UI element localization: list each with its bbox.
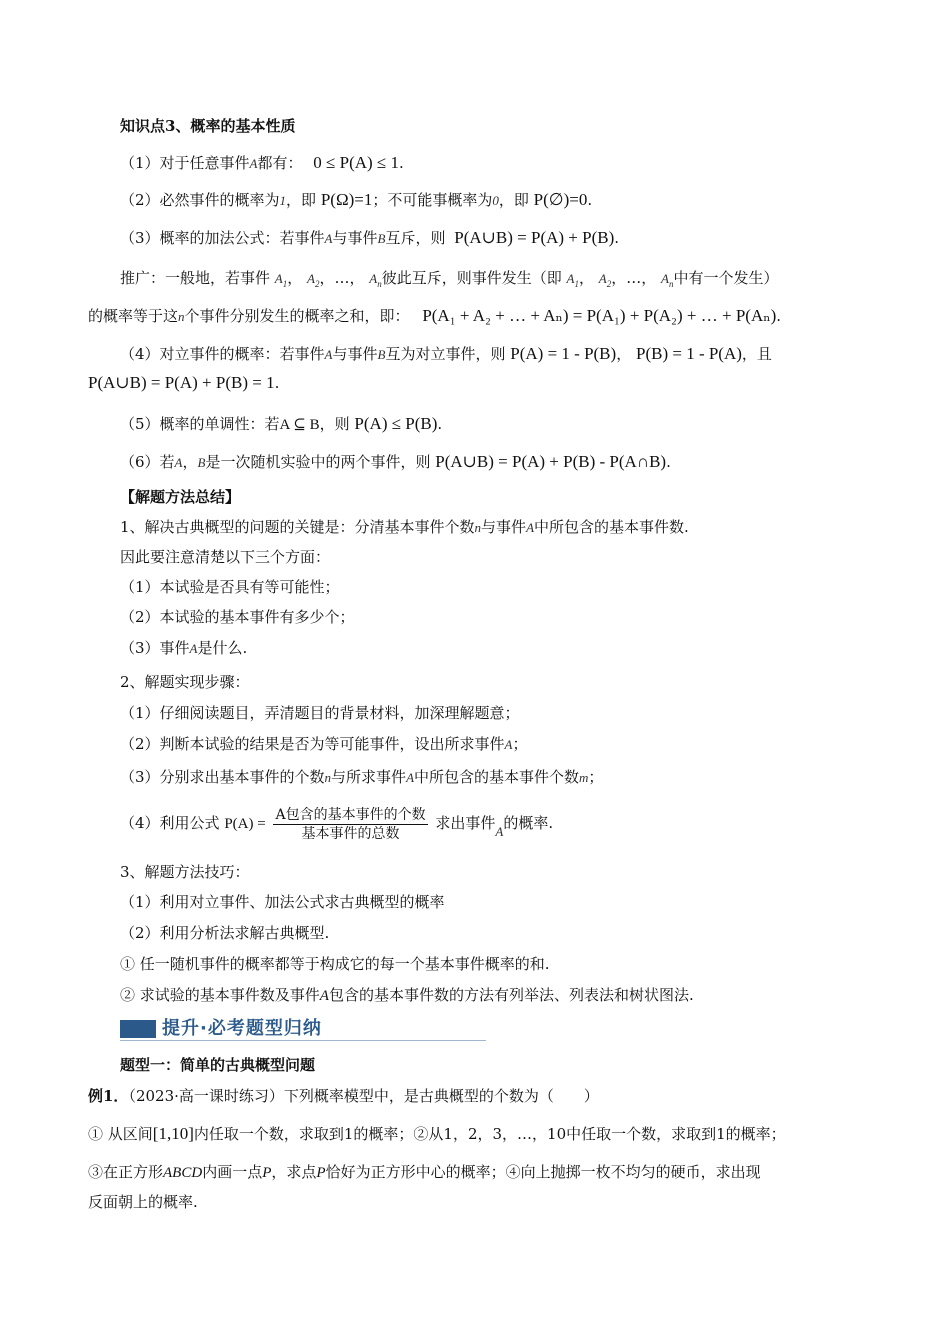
summary-2: 2、解题实现步骤： — [120, 673, 250, 691]
summary-2-item-3: （3）分别求出基本事件的个数n与所求事件A中所包含的基本事件个数m； — [120, 768, 604, 786]
property-6: （6）若A，B是一次随机实验中的两个事件，则 P(A∪B) = P(A) + P(B) - P(A∩B). — [120, 452, 671, 471]
property-1: （1）对于任意事件A都有： 0 ≤ P(A) ≤ 1. — [120, 153, 404, 172]
example-1-header: 例1．（2023·高一课时练习）下列概率模型中，是古典概型的个数为（ ） — [88, 1087, 599, 1105]
summary-2-item-2: （2）判断本试验的结果是否为等可能事件，设出所求事件A； — [120, 735, 528, 753]
summary-3-item-3: ① 任一随机事件的概率都等于构成它的每一个基本事件概率的和. — [120, 955, 550, 973]
section-title: 知识点3、概率的基本性质 — [120, 117, 296, 135]
formula-addition: P(A∪B) = P(A) + P(B) — [454, 228, 615, 247]
summary-3-item-2: （2）利用分析法求解古典概型. — [120, 924, 330, 942]
formula-impossible-event: P(∅)=0 — [533, 190, 588, 209]
summary-2-item-4: （4）利用公式 P(A) = $\frac{\text{A包含的基本事件的个数}}{\text{基本事件的总数}}$ 求出事件A的概率. — [120, 806, 554, 842]
summary-1: 1、解决古典概型的问题的关键是：分清基本事件个数n与事件A中所包含的基本事件数. — [120, 518, 689, 536]
summary-3-item-1: （1）利用对立事件、加法公式求古典概型的概率 — [120, 893, 445, 911]
property-4-line-1: （4）对立事件的概率：若事件A与事件B互为对立事件，则 P(A) = 1 - P(B)， P(B) = 1 - P(A)，且 — [120, 344, 772, 363]
summary-1-item-2: （2）本试验的基本事件有多少个； — [120, 608, 355, 626]
summary-1-item-3: （3）事件A是什么. — [120, 639, 248, 657]
question-type-title: 题型一：简单的古典概型问题 — [120, 1056, 316, 1074]
property-4-line-2: P(A∪B) = P(A) + P(B) = 1. — [88, 373, 280, 392]
formula-complement-union: P(A∪B) = P(A) + P(B) = 1 — [88, 373, 275, 392]
formula-classical-fraction — [273, 806, 427, 843]
example-label: 例1． — [88, 1087, 129, 1105]
summary-3-item-4: ② 求试验的基本事件数及事件A包含的基本事件数的方法有列举法、列表法和树状图法. — [120, 986, 694, 1004]
fraction-denominator: 基本事件的总数 — [301, 825, 400, 842]
formula-complement-a: P(A) = 1 - P(B) — [510, 344, 617, 363]
summary-3: 3、解题方法技巧： — [120, 863, 250, 881]
property-5: （5）概率的单调性：若A ⊆ B，则 P(A) ≤ P(B). — [120, 414, 443, 433]
summary-title: 【解题方法总结】 — [120, 488, 241, 506]
fraction-numerator: A包含的基本事件的个数 — [275, 806, 426, 823]
property-3: （3）概率的加法公式：若事件A与事件B互斥，则 P(A∪B) = P(A) + P(B). — [120, 228, 620, 247]
formula-certain-event: P(Ω)=1 — [320, 190, 373, 209]
formula-general-addition: P(A∪B) = P(A) + P(B) - P(A∩B) — [435, 452, 667, 471]
generalization-line-2: 的概率等于这n个事件分别发生的概率之和，即： P(A₁ + A₂ + … + Aₙ) = P(A₁) + P(A₂) + … + P(Aₙ). — [88, 306, 782, 325]
formula-classical-lhs: P(A) = — [224, 816, 266, 832]
formula-subset: A ⊆ B — [279, 417, 320, 433]
summary-2-item-1: （1）仔细阅读题目，弄清题目的背景材料，加深理解题意； — [120, 704, 520, 722]
summary-1b: 因此要注意清楚以下三个方面： — [120, 548, 331, 566]
formula-generalized-addition: P(A₁ + A₂ + … + Aₙ) = P(A₁) + P(A₂) + … + P(Aₙ) — [422, 306, 777, 325]
summary-1-item-1: （1）本试验是否具有等可能性； — [120, 578, 340, 596]
banner-title: 提升·必考题型归纳 — [162, 1018, 322, 1039]
banner-underline — [120, 1040, 486, 1041]
example-1-line-1: ① 从区间[1,10]内任取一个数，求取到1的概率；②从1，2，3，…，10中任取一个数，求取到1的概率； — [88, 1124, 786, 1143]
generalization-line-1: 推广：一般地，若事件 $A_1$， $A_2$，…， $A_n$彼此互斥，则事件发生（即 $A_1$， $A_2$，…， $A_n$中有一个发生） — [120, 269, 779, 289]
formula-complement-b: P(B) = 1 - P(A) — [635, 344, 742, 363]
property-2: （2）必然事件的概率为1，即 P(Ω)=1；不可能事概率为0，即 P(∅)=0. — [120, 190, 593, 209]
banner-bar — [120, 1020, 156, 1038]
example-1-line-2: ③在正方形ABCD内画一点P，求点P恰好为正方形中心的概率；④向上抛掷一枚不均匀的硬币，求出现 — [88, 1163, 761, 1181]
example-1-line-3: 反面朝上的概率. — [88, 1193, 198, 1211]
formula-nonnegativity: 0 ≤ P(A) ≤ 1 — [313, 153, 400, 172]
interval: [1,10] — [152, 1124, 194, 1143]
section-banner — [120, 1012, 486, 1042]
formula-monotonicity: P(A) ≤ P(B) — [354, 414, 438, 433]
